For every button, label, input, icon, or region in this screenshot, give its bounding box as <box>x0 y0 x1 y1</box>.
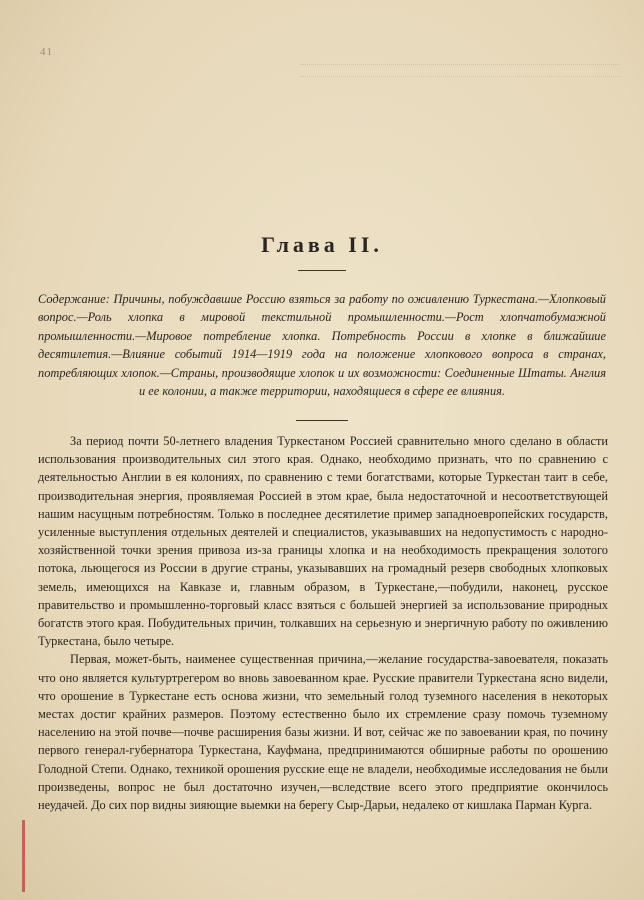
bleed-through-text <box>300 58 620 88</box>
chapter-contents-summary: Содержание: Причины, побуждавшие Россию взяться за работу по оживлению Туркестана.—Хлопковый вопрос.—Роль хлопка в мировой текстильной промышленности.—Рост хлопчатобумажной промышленности.—Мировое потребление хлопка. Потребность России в хлопке в ближайшие десятилетия.—Влияние событий 1914—1919 года на положение хлопкового вопроса в странах, потребляющих хлопок.—Страны, производящие хлопок и их возможности: Соединенные Штаты. Англия и ее колонии, а также территории, находящиеся в сфере ее влияния. <box>38 292 606 399</box>
page-number: 41 <box>40 46 53 58</box>
paragraph-2: Первая, может-быть, наименее существенная причина,—желание государства-завоевателя, показать что оно является культуртрегером во вновь завоеванном крае. Русские правители Туркестана ясно видели, что орошение в Туркестане есть основа жизни, что земельный голод туземного населения в некоторых местах достиг крайних размеров. Поэтому естественно было их стремление сразу помочь туземному населению на этой почве—почве расширения базы жизни. И вот, сейчас же по завоевании края, по почину первого генерал-губернатора Туркестана, Кауфмана, предпринимаются обширные работы по орошению Голодной Степи. Однако, техникой орошения русские еще не владели, необходимые исследования не были произведены, вопрос не был достаточно изучен,—вследствие всего этого предприятие окончилось неудачей. До сих пор видны зияющие выемки на берегу Сыр-Дарьи, недалеко от кишлака Парман Курга. <box>38 652 608 813</box>
paragraph-1: За период почти 50-летнего владения Туркестаном Россией сравнительно много сделано в области использования производительных сил этого края. Однако, необходимо признать, что по сравнению с деятельностью Англии в ея колониях, по сравнению с теми богатствами, которые Туркестан таит в себе, производительная энергия, проявляемая Россией в этом крае, была недостаточной и несоответствующей нашим насущным потребностям. Только в последнее десятилетие пример западноевропейских государств, усиленные выступления отдельных деятелей и специалистов, указывавших на недопустимость с народно-хозяйственной точки зрения привоза из-за границы хлопка и на необходимость прекращения золотого потока, льющегося из России в другие страны, указывавших на громадный резерв свободных хлопковых земель, имеющихся на Кавказе и, главным образом, в Туркестане,—побудили, наконец, русское правительство и промышленно-торговый класс взяться с большей энергией за использование природных богатств этого края. Побудительных причин, толкавших на серьезную и энергичную работу по оживлению Туркестана, было четыре. <box>38 434 608 649</box>
contents-divider <box>296 420 348 421</box>
chapter-title: Глава II. <box>261 232 383 257</box>
red-margin-mark <box>22 820 25 892</box>
body-text <box>38 432 608 814</box>
title-divider <box>298 270 346 271</box>
